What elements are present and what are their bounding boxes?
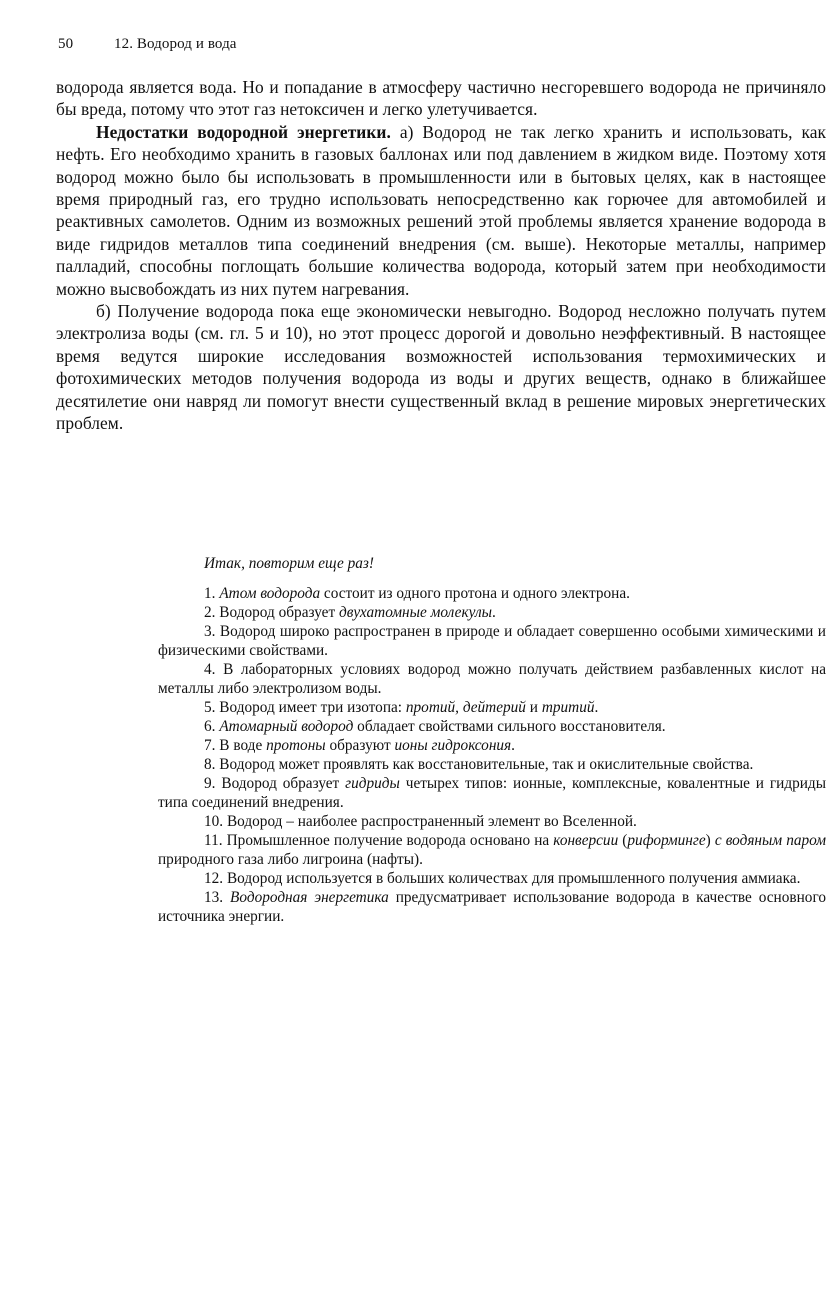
summary-item: 7. В воде протоны образуют ионы гидроксония. [204, 737, 515, 754]
summary-item: 10. Водород – наиболее распространенный элемент во Вселенной. [204, 813, 637, 830]
chapter-title: 12. Водород и вода [114, 36, 237, 52]
summary-item: 1. Атом водорода состоит из одного протона и одного электрона. [204, 585, 630, 602]
summary-item: 12. Водород используется в больших количествах для промышленного получения аммиака. [204, 870, 801, 887]
page-number: 50 [58, 36, 74, 52]
summary-item: 13. Водородная энергетика предусматривает использование водорода в качестве основного источника энергии. [158, 889, 826, 925]
running-head [58, 36, 237, 53]
summary-title: Итак, повторим еще раз! [204, 555, 374, 572]
summary-item: 11. Промышленное получение водорода основано на конверсии (риформинге) с водяным паром природного газа либо лигроина (нафты). [158, 832, 826, 868]
body-text [56, 76, 826, 435]
summary-item: 9. Водород образует гидриды четырех типов: ионные, комплексные, ковалентные и гидриды типа соединений внедрения. [158, 775, 826, 811]
summary-item: 3. Водород широко распространен в природе и обладает совершенно особыми химическими и физическими свойствами. [158, 623, 826, 659]
paragraph-1: водорода является вода. Но и попадание в атмосферу частично несгоревшего водорода не причиняло бы вреда, потому что этот газ нетоксичен и легко улетучивается. [56, 77, 826, 120]
paragraph-2 [56, 121, 826, 300]
summary-item: 2. Водород образует двухатомные молекулы. [204, 604, 496, 621]
summary-box [158, 554, 826, 926]
paragraph-3: б) Получение водорода пока еще экономически невыгодно. Водород несложно получать путем электролиза воды (см. гл. 5 и 10), но этот процесс дорогой и довольно неэффективный. В настоящее время ведутся широкие исследования возможностей использования термохимических и фотохимических методов получения водорода из воды и других веществ, однако в ближайшее десятилетие они навряд ли помогут внести существенный вклад в решение мировых энергетических проблем. [56, 301, 826, 434]
summary-item: 5. Водород имеет три изотопа: протий, дейтерий и тритий. [204, 699, 599, 716]
paragraph-2-text: а) Водород не так легко хранить и использовать, как нефть. Его необходимо хранить в газовых баллонах или под давлением в жидком виде. Поэтому хотя водород можно было бы использовать в промышленности или в бытовых целях, как в настоящее время природный газ, его трудно использовать непосредственно как горючее для автомобилей и реактивных самолетов. Одним из возможных решений этой проблемы является хранение водорода в виде гидридов металлов типа соединений внедрения (см. выше). Некоторые металлы, например палладий, способны поглощать большие количества водорода, который затем при необходимости можно высвобождать из них путем нагревания. [56, 121, 826, 299]
summary-item: 6. Атомарный водород обладает свойствами сильного восстановителя. [204, 718, 666, 735]
summary-item: 4. В лабораторных условиях водород можно получать действием разбавленных кислот на металлы либо электролизом воды. [158, 661, 826, 697]
summary-item: 8. Водород может проявлять как восстановительные, так и окислительные свойства. [204, 756, 754, 773]
summary-list [158, 584, 826, 926]
paragraph-heading: Недостатки водородной энергетики. [96, 121, 391, 142]
